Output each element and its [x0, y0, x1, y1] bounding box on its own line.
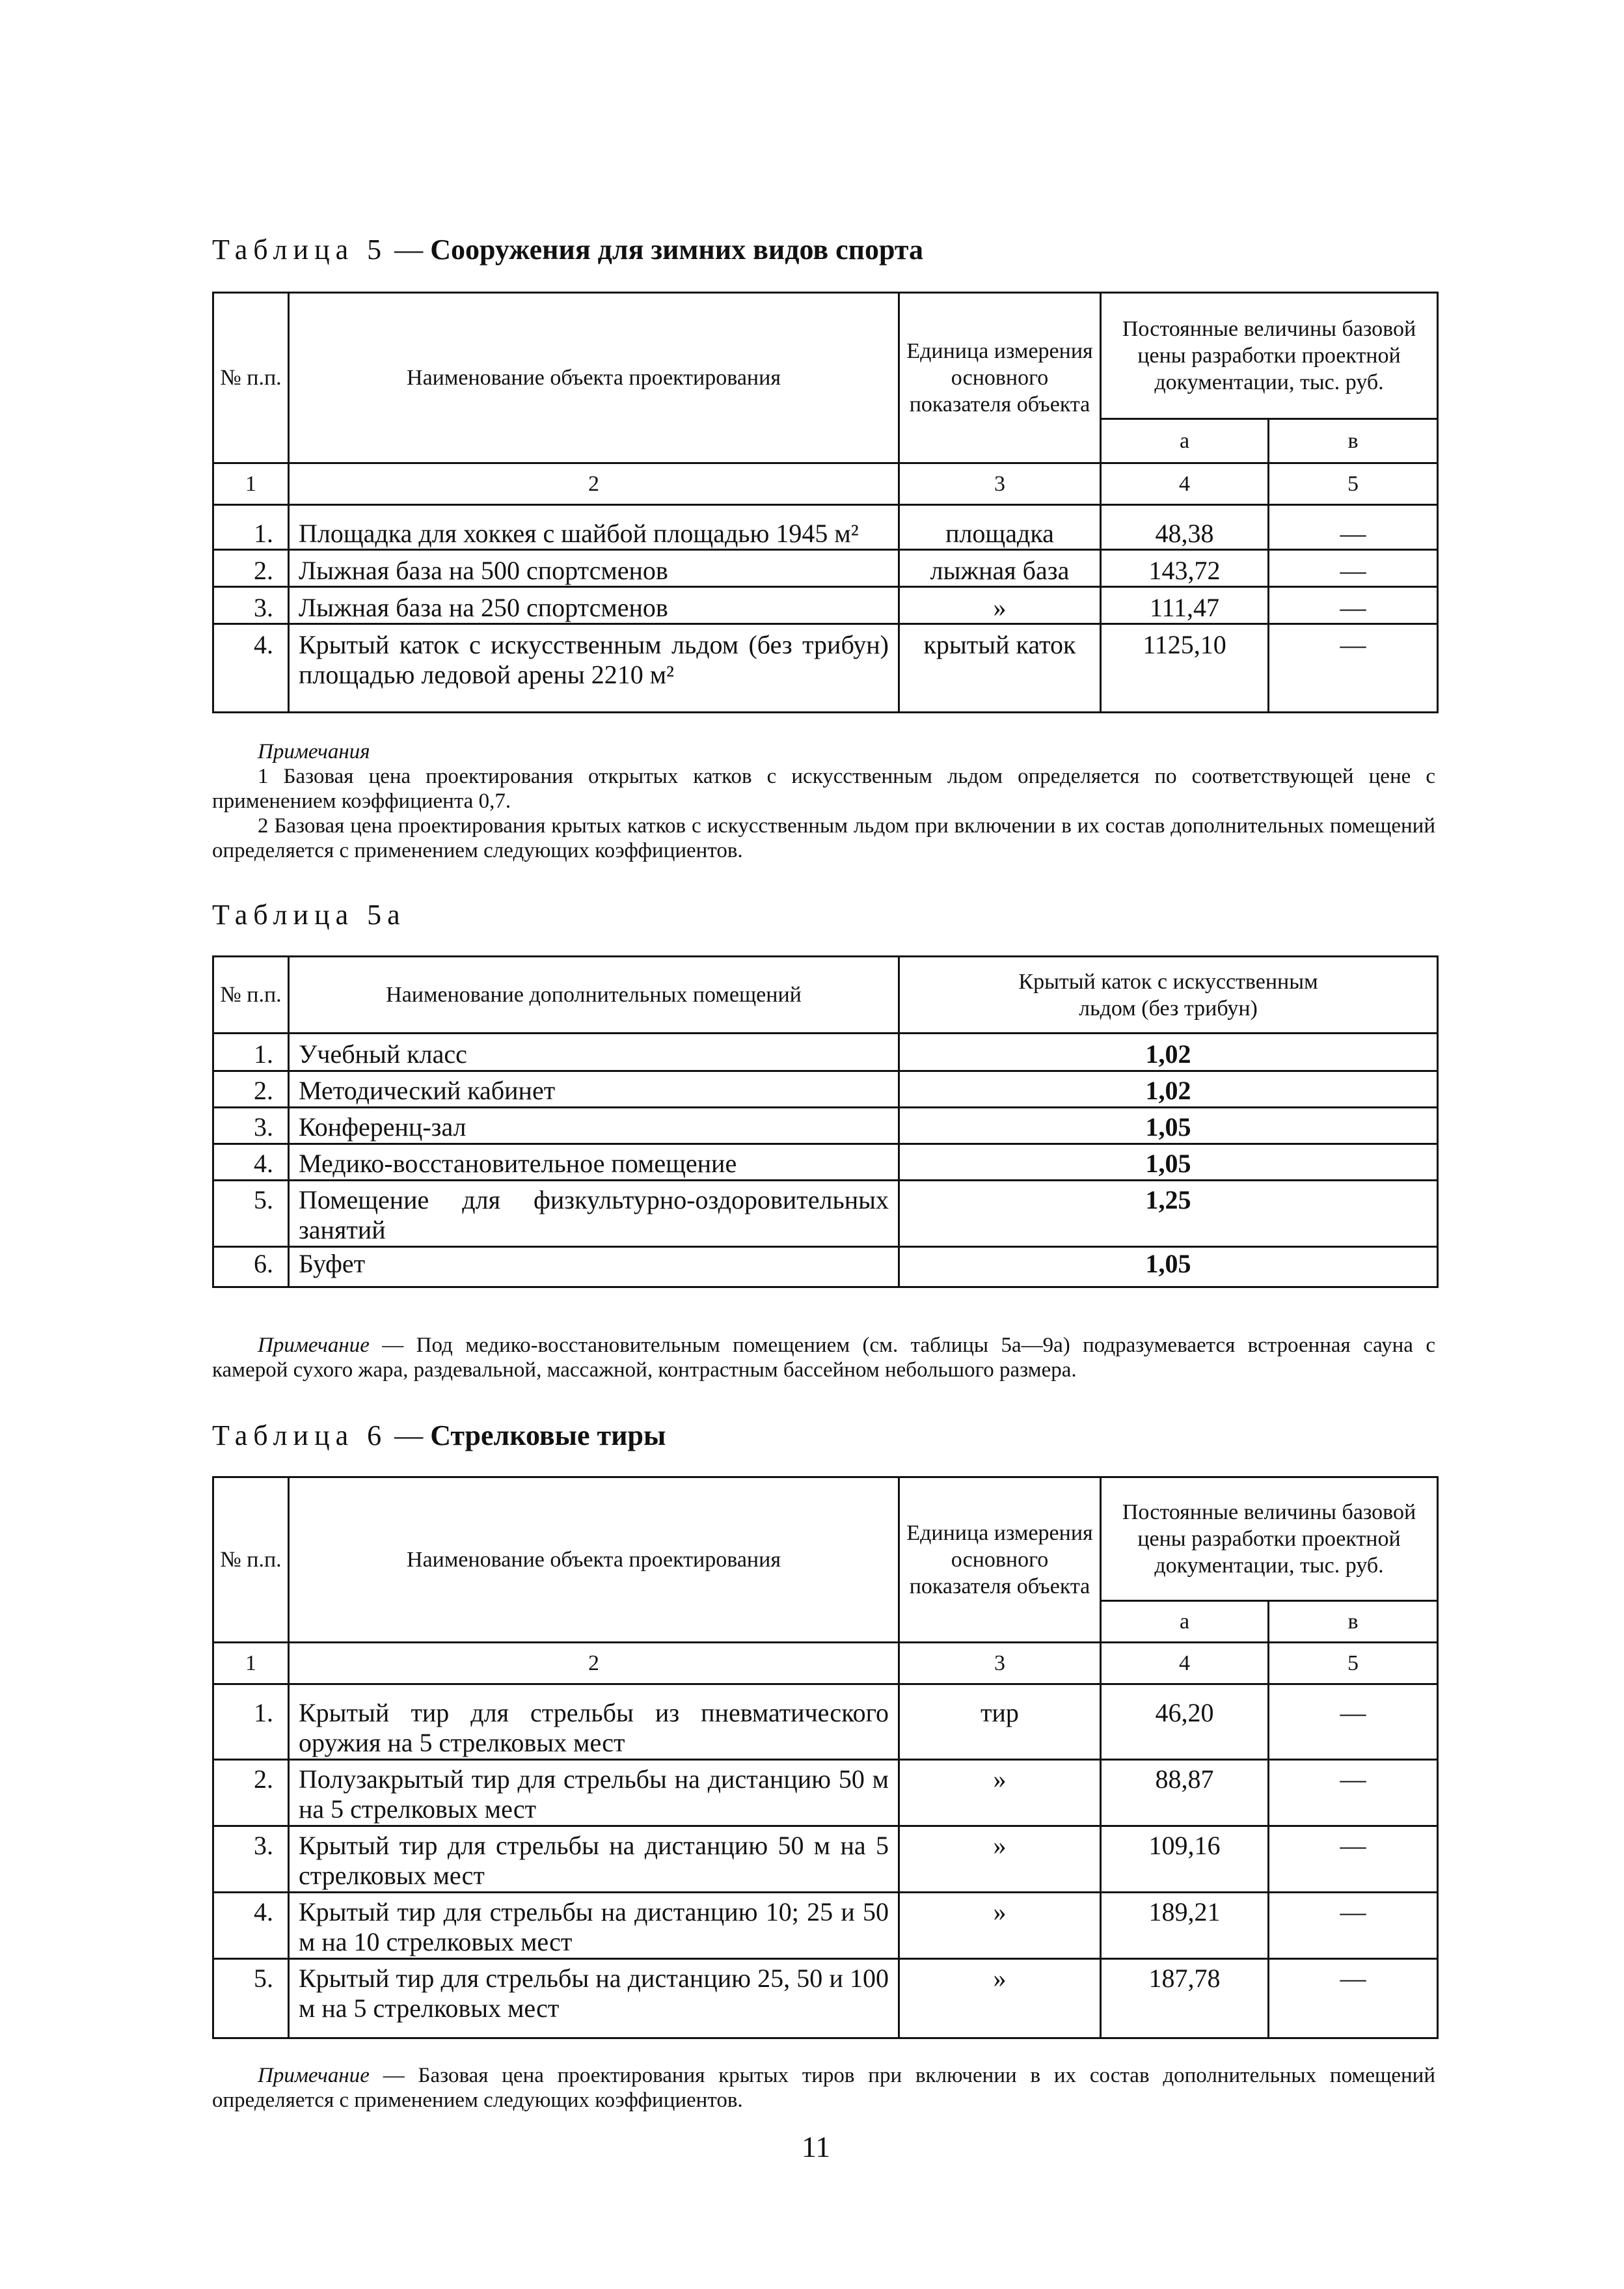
table6-colnum: 1	[213, 1643, 289, 1684]
table5-header-a: а	[1101, 419, 1269, 463]
row-name: Медико-восстановительное помещение	[299, 1149, 737, 1178]
table6-colnum: 5	[1269, 1643, 1438, 1684]
table5a-caption	[212, 898, 406, 931]
row-name: Помещение для физкультурно-оздоровительных занятий	[299, 1185, 889, 1244]
table-row	[213, 505, 1438, 550]
table5-header-num: № п.п.	[213, 293, 289, 463]
table6-note	[212, 2063, 1435, 2113]
row-value: 1,05	[1145, 1149, 1191, 1178]
row-name: Крытый тир для стрельбы на дистанцию 50 м на 5 стрелковых мест	[299, 1831, 889, 1890]
row-value-b: —	[1340, 593, 1366, 622]
table-row	[213, 624, 1438, 713]
row-value-b: —	[1340, 1698, 1366, 1727]
row-num: 1.	[254, 1698, 273, 1727]
table5-colnum: 2	[289, 463, 899, 505]
row-value: 1,05	[1145, 1112, 1191, 1142]
row-num: 5.	[254, 1964, 273, 1993]
table-row	[213, 1108, 1438, 1144]
row-name: Методический кабинет	[299, 1076, 556, 1105]
row-unit: »	[993, 1964, 1007, 1993]
row-unit: тир	[981, 1698, 1019, 1727]
row-value-a: 109,16	[1148, 1831, 1221, 1860]
table6-column-numbers	[213, 1643, 1438, 1684]
table5-caption-dash: —	[394, 234, 424, 266]
table6-colnum: 4	[1101, 1643, 1269, 1684]
row-value-a: 46,20	[1155, 1698, 1214, 1727]
row-num: 5.	[254, 1185, 273, 1214]
table5a-note	[212, 1333, 1435, 1382]
row-num: 4.	[254, 630, 273, 659]
note-title: Примечание	[258, 2064, 370, 2087]
table5-notes	[212, 739, 1435, 863]
row-unit: »	[993, 593, 1007, 622]
table5-header-price: Постоянные величины базовой цены разработки проектной документации, тыс. руб.	[1101, 293, 1438, 419]
row-name: Крытый каток с искусственным льдом (без трибун) площадью ледовой арены 2210 м²	[299, 630, 889, 689]
table5-caption-prefix: Таблица 5	[212, 234, 388, 266]
table6-caption	[212, 1419, 666, 1452]
row-name: Лыжная база на 500 спортсменов	[299, 556, 668, 585]
table6-header-unit: Единица измерения основного показателя объекта	[899, 1477, 1101, 1643]
row-num: 4.	[254, 1897, 273, 1926]
table5-header-b: в	[1269, 419, 1438, 463]
row-num: 1.	[254, 519, 273, 548]
row-name: Крытый тир для стрельбы из пневматического оружия на 5 стрелковых мест	[299, 1698, 889, 1757]
row-value-a: 48,38	[1155, 519, 1214, 548]
row-unit: »	[993, 1897, 1007, 1926]
table6-header-num: № п.п.	[213, 1477, 289, 1643]
note-title: Примечание	[258, 1334, 370, 1357]
row-value: 1,02	[1145, 1039, 1191, 1069]
row-unit: лыжная база	[930, 556, 1070, 585]
table6-colnum: 3	[899, 1643, 1101, 1684]
table5a-header-value: Крытый каток с искусственным льдом (без трибун)	[899, 957, 1438, 1034]
table5-colnum: 3	[899, 463, 1101, 505]
table5-caption-title: Сооружения для зимних видов спорта	[430, 234, 924, 266]
row-num: 1.	[254, 1039, 273, 1069]
row-value-b: —	[1340, 1764, 1366, 1794]
row-value-a: 187,78	[1148, 1964, 1221, 1993]
row-num: 3.	[254, 1112, 273, 1142]
row-value-a: 1125,10	[1143, 630, 1226, 659]
row-value: 1,02	[1145, 1076, 1191, 1105]
row-num: 3.	[254, 593, 273, 622]
row-name: Крытый тир для стрельбы на дистанцию 10; 25 и 50 м на 10 стрелковых мест	[299, 1897, 889, 1956]
table5	[212, 292, 1439, 713]
row-unit: крытый каток	[923, 630, 1076, 659]
row-value-b: —	[1340, 556, 1366, 585]
row-name: Крытый тир для стрельбы на дистанцию 25, 50 и 100 м на 5 стрелковых мест	[299, 1964, 889, 2023]
row-num: 4.	[254, 1149, 273, 1178]
table5a-header-name: Наименование дополнительных помещений	[289, 957, 899, 1034]
table6-caption-prefix: Таблица 6	[212, 1419, 388, 1451]
row-unit: »	[993, 1764, 1007, 1794]
table5-colnum: 1	[213, 463, 289, 505]
row-value-a: 189,21	[1148, 1897, 1221, 1926]
row-num: 3.	[254, 1831, 273, 1860]
table5-column-numbers	[213, 463, 1438, 505]
table-row	[213, 1034, 1438, 1071]
row-unit: площадка	[945, 519, 1054, 548]
table-row	[213, 1959, 1438, 2038]
table5a	[212, 955, 1439, 1288]
table6-header-a: а	[1101, 1601, 1269, 1643]
table-row	[213, 1760, 1438, 1826]
row-unit: »	[993, 1831, 1007, 1860]
table-row	[213, 550, 1438, 587]
row-name: Буфет	[299, 1249, 366, 1278]
table-row	[213, 1893, 1438, 1959]
table5-caption	[212, 233, 923, 266]
table5-header-unit: Единица измерения основного показателя объекта	[899, 293, 1101, 463]
table-row	[213, 1071, 1438, 1108]
row-value: 1,05	[1145, 1249, 1191, 1278]
table-row	[213, 1247, 1438, 1287]
table6-header-b: в	[1269, 1601, 1438, 1643]
table-row	[213, 1826, 1438, 1893]
table5-colnum: 4	[1101, 463, 1269, 505]
row-value-b: —	[1340, 519, 1366, 548]
table6-header-price: Постоянные величины базовой цены разработки проектной документации, тыс. руб.	[1101, 1477, 1438, 1601]
note-2: 2 Базовая цена проектирования крытых катков с искусственным льдом при включении в их состав дополнительных помещений определяется с применением следующих коэффициентов.	[212, 814, 1435, 862]
row-value-b: —	[1340, 1964, 1366, 1993]
notes-title: Примечания	[258, 740, 370, 763]
row-value-b: —	[1340, 1897, 1366, 1926]
table6-colnum: 2	[289, 1643, 899, 1684]
table-row	[213, 1181, 1438, 1247]
row-value-a: 143,72	[1148, 556, 1221, 585]
table-row	[213, 587, 1438, 624]
row-name: Лыжная база на 250 спортсменов	[299, 593, 668, 622]
note-text: — Под медико-восстановительным помещением (см. таблицы 5а—9а) подразумевается встроенная сауна с камерой сухого жара, раздевальной, массажной, контрастным бассейном небольшого размера.	[212, 1334, 1435, 1382]
table5a-header-num: № п.п.	[213, 957, 289, 1034]
row-value-a: 88,87	[1155, 1764, 1214, 1794]
table5-header-name: Наименование объекта проектирования	[289, 293, 899, 463]
row-value-a: 111,47	[1149, 593, 1220, 622]
note-1: 1 Базовая цена проектирования открытых катков с искусственным льдом определяется по соответствующей цене с применением коэффициента 0,7.	[212, 765, 1435, 813]
table6-header-name: Наименование объекта проектирования	[289, 1477, 899, 1643]
row-num: 2.	[254, 556, 273, 585]
table6-caption-title: Стрелковые тиры	[430, 1419, 666, 1451]
row-name: Площадка для хоккея с шайбой площадью 1945 м²	[299, 519, 859, 548]
table5a-caption-prefix: Таблица 5а	[212, 899, 406, 931]
row-name: Конференц-зал	[299, 1112, 467, 1142]
table5-colnum: 5	[1269, 463, 1438, 505]
row-name: Полузакрытый тир для стрельбы на дистанцию 50 м на 5 стрелковых мест	[299, 1764, 889, 1824]
table-row	[213, 1144, 1438, 1181]
page-number: 11	[802, 2130, 831, 2163]
table-row	[213, 1684, 1438, 1760]
row-num: 2.	[254, 1764, 273, 1794]
row-value: 1,25	[1145, 1185, 1191, 1214]
table6-caption-dash: —	[394, 1419, 424, 1451]
row-value-b: —	[1340, 1831, 1366, 1860]
row-num: 6.	[254, 1249, 273, 1278]
note-text: — Базовая цена проектирования крытых тиров при включении в их состав дополнительных помещений определяется с применением следующих коэффициентов.	[212, 2064, 1436, 2112]
row-num: 2.	[254, 1076, 273, 1105]
row-value-b: —	[1340, 630, 1366, 659]
table6	[212, 1476, 1439, 2039]
row-name: Учебный класс	[299, 1039, 467, 1069]
